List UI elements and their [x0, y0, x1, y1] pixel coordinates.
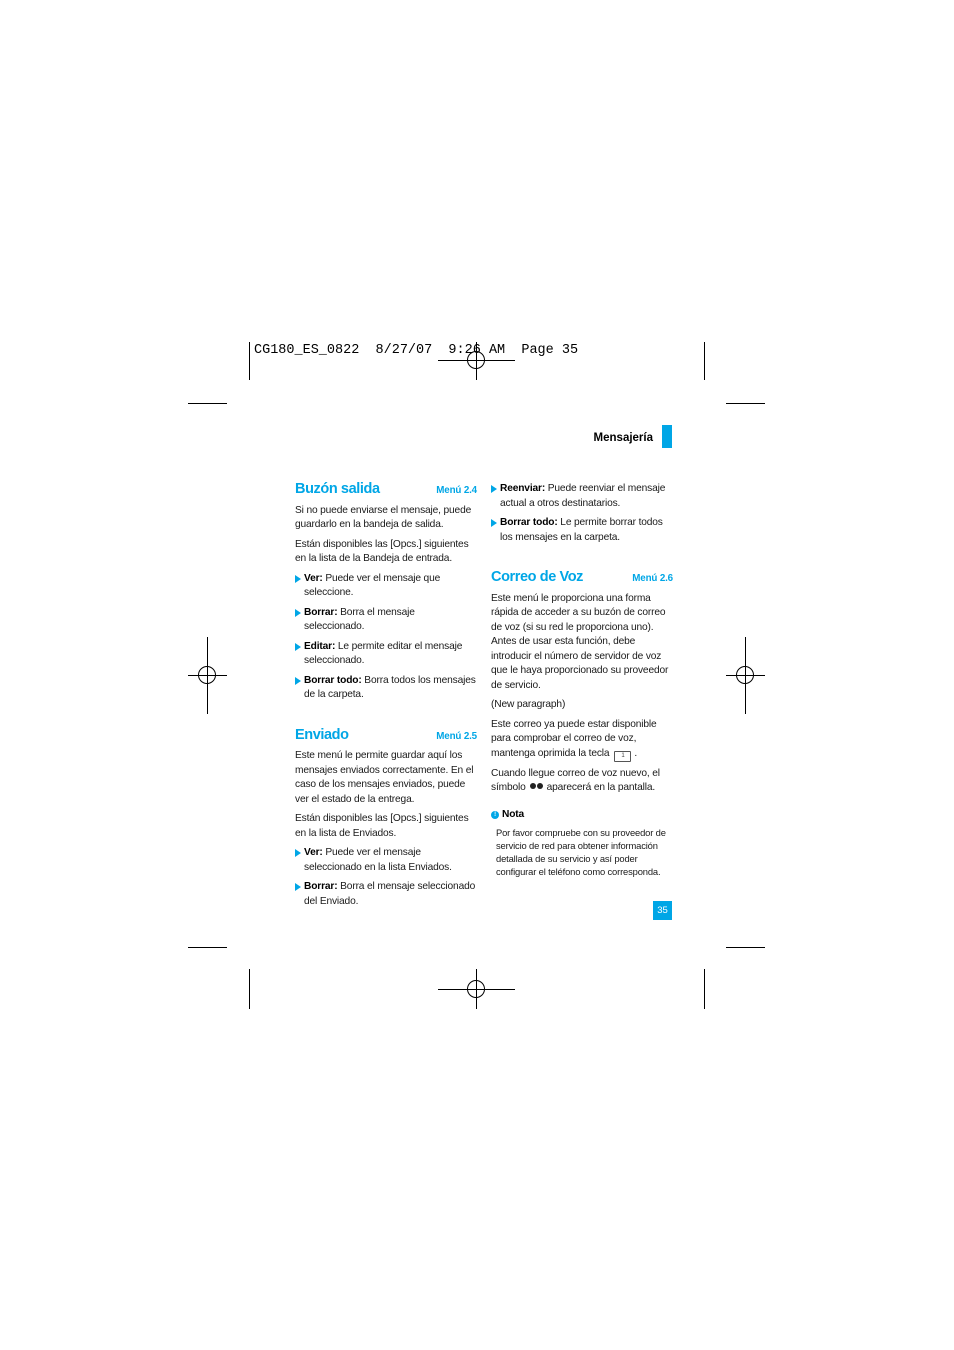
note-title: Nota	[502, 808, 525, 820]
item-label: Borrar todo:	[304, 674, 362, 686]
voicemail-heading-row	[491, 570, 673, 587]
voicemail-menu-ref: Menú 2.6	[632, 573, 673, 584]
sent-heading-row	[295, 728, 477, 745]
item-text: Le permite editar el mensaje seleccionado.	[304, 640, 463, 666]
key-1-icon: 1	[614, 751, 631, 762]
list-item	[295, 640, 477, 669]
section-tab	[662, 425, 672, 448]
crop-mark	[726, 403, 765, 404]
crop-mark	[188, 403, 227, 404]
item-label: Borrar:	[304, 606, 338, 618]
item-text: Borra el mensaje seleccionado del Enviado.	[304, 881, 476, 907]
crop-mark	[249, 342, 250, 380]
crop-mark	[704, 969, 705, 1009]
right-column	[491, 482, 673, 878]
crop-mark	[188, 947, 227, 948]
left-column	[295, 482, 477, 914]
sent-para1: Este menú le permite guardar aquí los mensajes enviados correctamente. En el caso de los mensajes enviados, puede ver el estado de la entrega.	[295, 750, 474, 805]
outbox-para2: Están disponibles las [Opcs.] siguientes en la lista de la Bandeja de entrada.	[295, 538, 469, 564]
crop-mark	[726, 947, 765, 948]
voicemail-para3-end: .	[634, 747, 638, 759]
item-label: Borrar todo:	[500, 517, 558, 528]
info-icon: !	[491, 811, 499, 819]
voicemail-para2: (New paragraph)	[491, 699, 566, 710]
outbox-heading-row	[295, 482, 477, 499]
item-text: Puede reenviar el mensaje actual a otros destinatarios.	[500, 483, 666, 509]
item-label: Borrar:	[304, 881, 338, 892]
crop-mark	[704, 342, 705, 380]
crop-mark	[249, 969, 250, 1009]
voicemail-icon	[530, 783, 543, 790]
item-label: Ver:	[304, 847, 323, 858]
voicemail-title: Correo de Voz	[491, 569, 584, 585]
list-item	[295, 572, 477, 601]
note-heading	[491, 808, 673, 823]
voicemail-para1: Este menú le proporciona una forma rápida de acceder a su buzón de correo de voz (si su red le proporciona uno). Antes de usar esta función, debe introducir el número de servidor de voz que le haya proporcionado su proveedor de servicio.	[491, 592, 669, 691]
item-text: Puede ver el mensaje seleccionado en la lista Enviados.	[304, 847, 452, 873]
item-text: Le permite borrar todos los mensajes en la carpeta.	[500, 517, 663, 543]
registration-circle	[736, 666, 754, 684]
item-text: Borra todos los mensajes de la carpeta.	[304, 674, 476, 700]
page-number: 35	[653, 901, 672, 920]
outbox-menu-ref: Menú 2.4	[436, 485, 477, 496]
section-gap	[491, 550, 673, 570]
item-label: Reenviar:	[500, 483, 546, 494]
voicemail-para4	[491, 767, 673, 796]
list-item	[295, 846, 477, 875]
registration-circle	[198, 666, 216, 684]
sent-para2: Están disponibles las [Opcs.] siguientes en la lista de Enviados.	[295, 813, 469, 839]
section-gap	[295, 708, 477, 728]
voicemail-para4-a: Cuando llegue correo de voz nuevo, el símbolo	[491, 767, 660, 793]
item-label: Editar:	[304, 640, 336, 652]
print-slug: CG180_ES_0822 8/27/07 9:26 AM Page 35	[254, 343, 579, 358]
voicemail-para3	[491, 718, 673, 762]
item-text: Puede ver el mensaje que seleccione.	[304, 572, 441, 598]
outbox-para1: Si no puede enviarse el mensaje, puede guardarlo en la bandeja de salida.	[295, 504, 472, 530]
list-item	[491, 482, 673, 511]
list-item	[491, 516, 673, 545]
voicemail-para4-b: aparecerá en la pantalla.	[546, 782, 656, 793]
registration-circle	[467, 980, 485, 998]
list-item	[295, 880, 477, 909]
sent-menu-ref: Menú 2.5	[436, 730, 477, 742]
sent-title: Enviado	[295, 726, 349, 743]
list-item	[295, 674, 477, 703]
section-header: Mensajería	[593, 432, 653, 444]
voicemail-para3-text: Este correo ya puede estar disponible para comprobar el correo de voz, mantenga oprimida la tecla	[491, 718, 657, 759]
item-text: Borra el mensaje seleccionado.	[304, 606, 415, 632]
outbox-title: Buzón salida	[295, 481, 380, 497]
note-body: Por favor compruebe con su proveedor de servicio de red para obtener información detallada de su servicio y así poder configurar el teléfono como corresponda.	[496, 827, 666, 877]
list-item	[295, 606, 477, 635]
item-label: Ver:	[304, 572, 323, 584]
